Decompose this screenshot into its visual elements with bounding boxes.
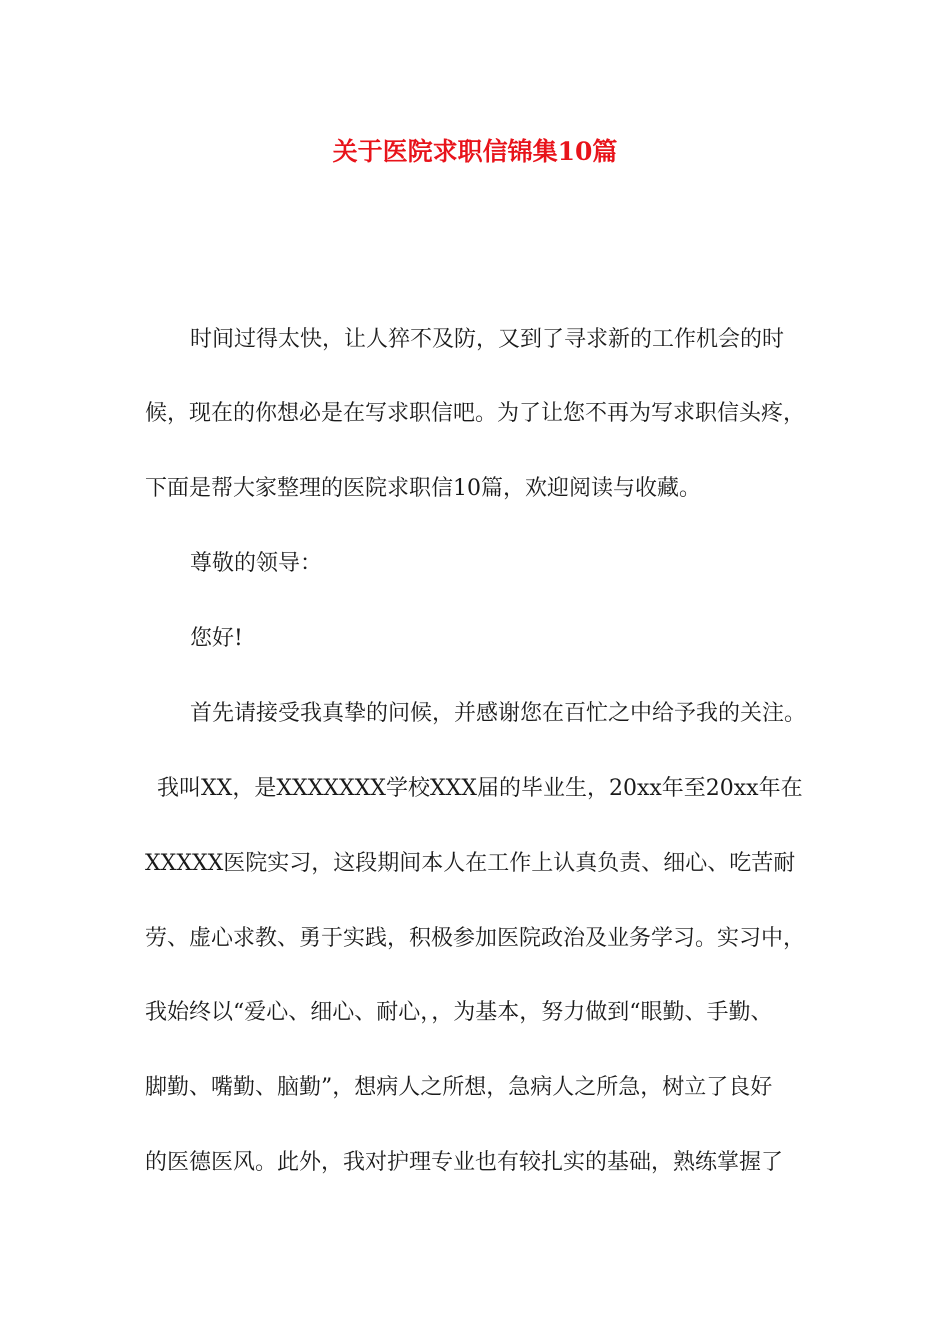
- paragraph-line: 首先请接受我真挚的问候，并感谢您在百忙之中给予我的关注。: [190, 701, 807, 726]
- greeting: 您好!: [190, 626, 243, 651]
- paragraph-line: 脚勤、嘴勤、脑勤”，想病人之所想，急病人之所急，树立了良好: [145, 1075, 773, 1100]
- paragraph-line: 我始终以“爱心、细心、耐心，，为基本，努力做到“眼勤、手勤、: [145, 1000, 773, 1025]
- paragraph-line: 我叫XX，是XXXXXXX学校XXX届的毕业生，20xx年至20xx年在: [157, 776, 803, 801]
- paragraph-line: 时间过得太快，让人猝不及防，又到了寻求新的工作机会的时: [190, 327, 785, 352]
- paragraph-line: 下面是帮大家整理的医院求职信10篇，欢迎阅读与收藏。: [145, 476, 701, 501]
- paragraph-line: XXXXX医院实习，这段期间本人在工作上认真负责、细心、吃苦耐: [145, 851, 796, 876]
- salutation: 尊敬的领导：: [190, 551, 323, 576]
- paragraph-line: 候，现在的你想必是在写求职信吧。为了让您不再为写求职信头疼，: [145, 401, 806, 426]
- paragraph-line: 的医德医风。此外，我对护理专业也有较扎实的基础，熟练掌握了: [145, 1150, 784, 1175]
- document-title: 关于医院求职信锦集10篇: [332, 137, 618, 166]
- paragraph-line: 劳、虚心求教、勇于实践，积极参加医院政治及业务学习。实习中，: [145, 926, 806, 951]
